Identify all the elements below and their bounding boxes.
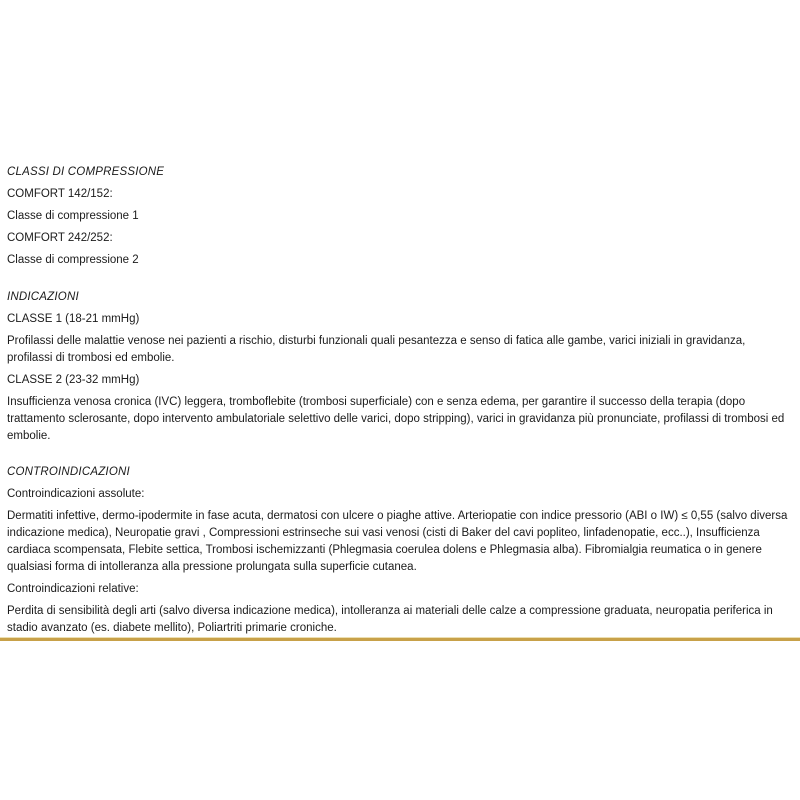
gold-divider-line — [0, 638, 800, 641]
classe-1-text: Profilassi delle malattie venose nei pazienti a rischio, disturbi funzionali quali pesantezza e senso di fatica alle gambe, varici iniziali in gravidanza, profilassi di trombosi ed embolie. — [7, 335, 746, 364]
absolute-contraindications-text: Dermatiti infettive, dermo-ipodermite in fase acuta, dermatosi con ulcere o piaghe attive. Arteriopatie con indice pressorio (ABI o IW) ≤ 0,55 (salvo diversa indicazione medica), Neuropatie gravi , Compressioni estrinseche sui vasi venosi (cisti di Baker del cavi popliteo, linfadenopatie, ecc..), Insufficienza cardiaca scompensata, Flebite settica, Trombosi ischemizzanti (Phlegmasia coerulea dolens e Phlegmasia alba). Fibromialgia reumatica o in genere qualsiasi forma di intolleranza alla pressione prolungata sulla superficie cutanea. — [7, 510, 788, 573]
comfort-142-152-value: Classe di compressione 1 — [7, 210, 139, 222]
absolute-contraindications-label: Controindicazioni assolute: — [7, 488, 145, 500]
indications-section — [7, 289, 793, 445]
section-heading-contraindications: CONTROINDICAZIONI — [7, 466, 130, 478]
classe-2-label: CLASSE 2 (23-32 mmHg) — [7, 374, 140, 386]
classe-1-label: CLASSE 1 (18-21 mmHg) — [7, 313, 140, 325]
classe-2-text: Insufficienza venosa cronica (IVC) leggera, tromboflebite (trombosi superficiale) con e senza edema, per garantire il successo della terapia (dopo trattamento sclerosante, dopo intervento ambulatoriale selettivo delle varici, dopo stripping), varici in gravidanza più pronunciate, profilassi di trombosi ed embolie. — [7, 396, 785, 442]
section-heading-compression-classes: CLASSI DI COMPRESSIONE — [7, 166, 165, 178]
compression-classes-section — [7, 164, 793, 269]
relative-contraindications-label: Controindicazioni relative: — [7, 583, 139, 595]
section-heading-indications: INDICAZIONI — [7, 291, 79, 303]
contraindications-section — [7, 464, 793, 637]
comfort-242-252-label: COMFORT 242/252: — [7, 232, 113, 244]
relative-contraindications-text: Perdita di sensibilità degli arti (salvo diversa indicazione medica), intolleranza ai materiali delle calze a compressione graduata, neuropatia periferica in stadio avanzato (es. diabete mellito), Poliartriti primarie croniche. — [7, 605, 773, 634]
comfort-242-252-value: Classe di compressione 2 — [7, 254, 139, 266]
comfort-142-152-label: COMFORT 142/152: — [7, 188, 113, 200]
